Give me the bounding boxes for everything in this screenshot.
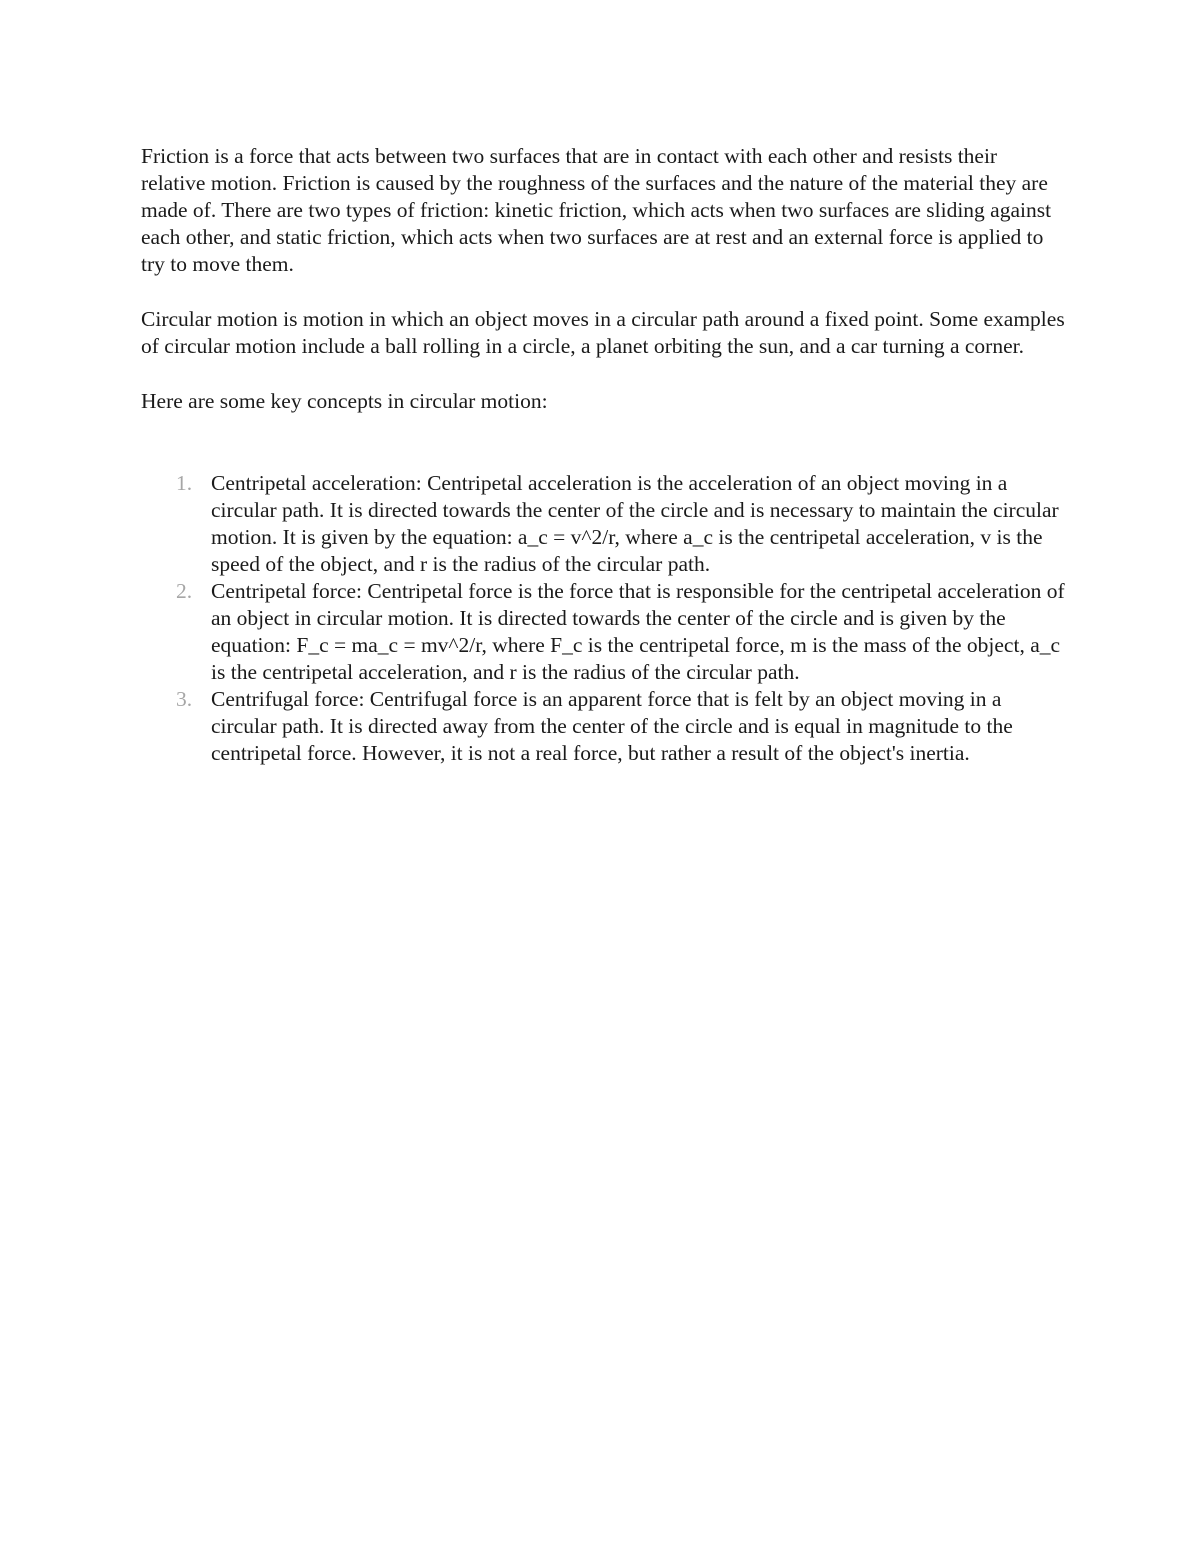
paragraph-circular-motion: Circular motion is motion in which an object moves in a circular path around a fixed point. Some examples of circular motion include a ball rolling in a circle, a planet orbiting the sun, and a car turning a corner. (141, 307, 1065, 358)
list-item (141, 686, 1066, 767)
list-item-text: Centripetal force: Centripetal force is the force that is responsible for the centripetal acceleration of an object in circular motion. It is directed towards the center of the circle and is given by the equation: F_c = ma_c = mv^2/r, where F_c is the centripetal force, m is the mass of the object, a_c is the centripetal acceleration, and r is the radius of the circular path. (211, 579, 1065, 684)
list-item (141, 578, 1066, 686)
key-concepts-list (141, 470, 1066, 767)
blank-line (141, 443, 1066, 470)
paragraph-friction: Friction is a force that acts between two surfaces that are in contact with each other and resists their relative motion. Friction is caused by the roughness of the surfaces and the nature of the material they are made of. There are two types of friction: kinetic friction, which acts when two surfaces are sliding against each other, and static friction, which acts when two surfaces are at rest and an external force is applied to try to move them. (141, 144, 1052, 276)
list-item (141, 470, 1066, 578)
list-item-number: 1. (176, 471, 193, 495)
paragraph-key-concepts-intro: Here are some key concepts in circular motion: (141, 389, 548, 413)
list-item-text: Centrifugal force: Centrifugal force is an apparent force that is felt by an object moving in a circular path. It is directed away from the center of the circle and is equal in magnitude to the centripetal force. However, it is not a real force, but rather a result of the object's inertia. (211, 687, 1013, 765)
document-body (141, 143, 1066, 767)
list-item-text: Centripetal acceleration: Centripetal acceleration is the acceleration of an object moving in a circular path. It is directed towards the center of the circle and is necessary to maintain the circular motion. It is given by the equation: a_c = v^2/r, where a_c is the centripetal acceleration, v is the speed of the object, and r is the radius of the circular path. (211, 471, 1059, 576)
list-item-number: 3. (176, 687, 193, 711)
list-item-number: 2. (176, 579, 193, 603)
